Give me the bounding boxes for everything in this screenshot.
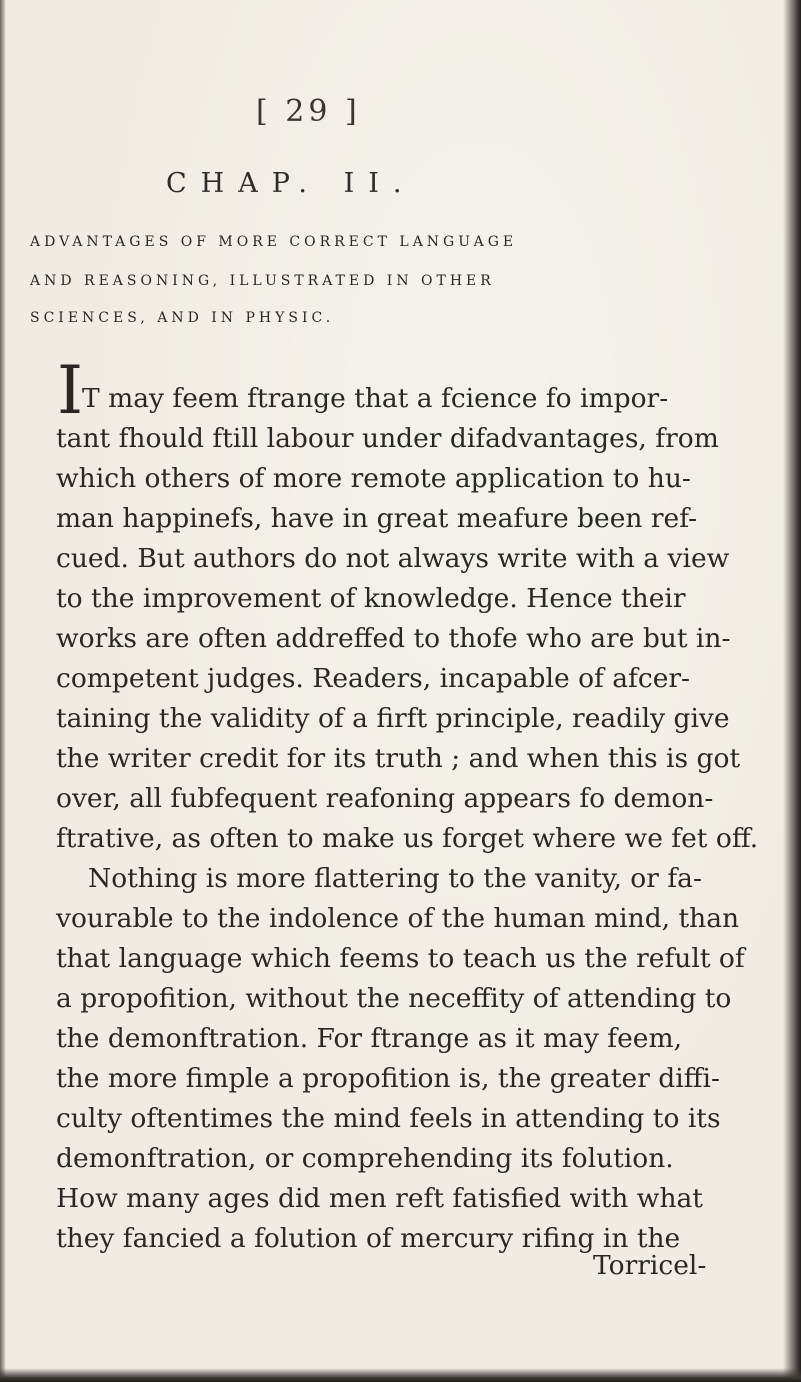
- chapter-subtitle-line: AND REASONING, ILLUSTRATED IN OTHER: [30, 273, 495, 289]
- text-line: taining the validity of a firft principle, readily give: [56, 703, 730, 734]
- text-line: man happinefs, have in great meafure been ref-: [56, 503, 698, 534]
- catchword: Torricel-: [593, 1250, 707, 1281]
- text-line: the writer credit for its truth ; and when this is got: [56, 743, 741, 774]
- text-line: the more fimple a propofition is, the greater diffi-: [56, 1063, 720, 1094]
- page-number: [ 29 ]: [256, 94, 361, 129]
- text-line: which others of more remote application to hu-: [56, 463, 691, 494]
- text-line: culty oftentimes the mind feels in attending to its: [56, 1103, 721, 1134]
- text-line: a propofition, without the neceffity of attending to: [56, 983, 732, 1014]
- chapter-subtitle-line: SCIENCES, AND IN PHYSIC.: [30, 310, 335, 326]
- text-line: works are often addreffed to thofe who are but in-: [56, 623, 731, 654]
- text-line: that language which feems to teach us the refult of: [56, 943, 745, 974]
- text-line: Nothing is more flattering to the vanity, or fa-: [88, 863, 702, 894]
- text-line: they fancied a folution of mercury rifing in the: [56, 1223, 681, 1254]
- text-line: How many ages did men reft fatisfied with what: [56, 1183, 703, 1214]
- text-line: over, all fubfequent reafoning appears fo demon-: [56, 783, 714, 814]
- text-line: cued. But authors do not always write with a view: [56, 543, 730, 574]
- text-line: competent judges. Readers, incapable of afcer-: [56, 663, 691, 694]
- page-left-edge-shadow: [0, 0, 6, 1382]
- text-line: vourable to the indolence of the human mind, than: [56, 903, 740, 934]
- chapter-heading: CHAP. II.: [166, 168, 416, 199]
- text-line: ftrative, as often to make us forget where we fet off.: [56, 823, 759, 854]
- text-line: the demonftration. For ftrange as it may feem,: [56, 1023, 682, 1054]
- text-line: tant fhould ftill labour under difadvantages, from: [56, 423, 719, 454]
- text-line: to the improvement of knowledge. Hence their: [56, 583, 686, 614]
- drop-cap: I: [57, 352, 84, 429]
- text-line: T may feem ftrange that a fcience fo impor-: [82, 383, 669, 414]
- page-right-edge-shadow: [783, 0, 801, 1382]
- page-bottom-edge-shadow: [0, 1368, 801, 1382]
- chapter-subtitle-line: ADVANTAGES OF MORE CORRECT LANGUAGE: [30, 234, 518, 250]
- text-line: demonftration, or comprehending its folution.: [56, 1143, 674, 1174]
